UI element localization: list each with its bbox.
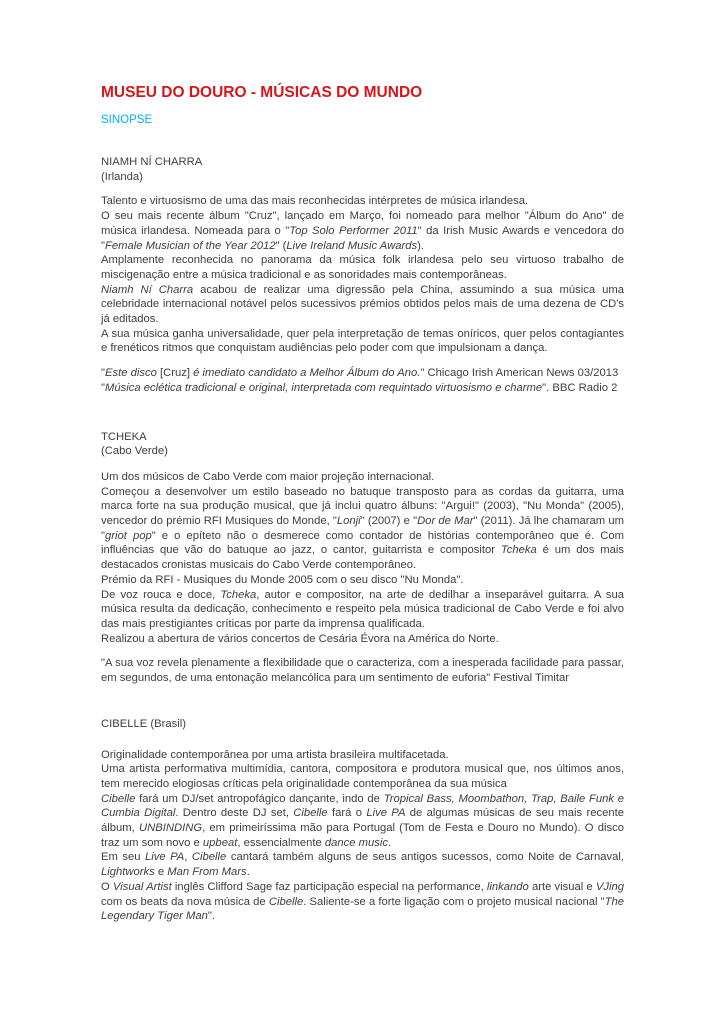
text-run: de algumas músicas de seu mais recente álbum,	[101, 807, 624, 835]
text-run: Amplamente reconhecida no panorama da música folk irlandesa pelo seu virtuoso trabalho de miscigenação entre a música tradicional e as sonoridades mais contemporâneas.	[101, 254, 624, 281]
paragraph	[101, 748, 624, 763]
text-run: "A sua voz revela plenamente a flexibilidade que o caracteriza, com a inesperada facilidade para passar, em segundos, de uma entonação melancólica para um sentimento de euforia" Festival Timitar	[101, 657, 624, 685]
text-run: " (2011). Já lhe chamaram um "	[101, 515, 624, 542]
text-run: [Cruz]	[156, 367, 194, 380]
paragraph	[101, 253, 624, 282]
italic-text-run: Live PA	[366, 807, 406, 820]
spacer	[101, 459, 624, 470]
italic-text-run: Tcheka	[220, 588, 257, 601]
text-run: "	[101, 367, 105, 380]
text-run: Talento e virtuosismo de uma das mais reconhecidas intérpretes de música irlandesa.	[101, 195, 529, 208]
artist-heading-niamh-ni-charra	[101, 155, 624, 184]
italic-text-run: Tropical Bass, Moombathon, Trap, Baile Funk e Cumbia Digital	[101, 792, 624, 820]
document-body	[101, 155, 624, 924]
paragraph	[101, 485, 624, 573]
paragraph	[101, 792, 624, 851]
document-header	[101, 84, 624, 128]
italic-text-run: Top Solo Performer 2011	[289, 224, 418, 237]
text-run: " Chicago Irish American News 03/2013	[420, 367, 619, 380]
italic-text-run: Man From Mars	[167, 866, 247, 879]
text-run: Originalidade contemporânea por uma artista brasileira multifacetada.	[101, 748, 449, 761]
italic-text-run: VJing	[595, 880, 624, 893]
artist-heading-cibelle	[101, 717, 624, 732]
text-run: fará o	[327, 807, 367, 820]
text-run: e	[154, 866, 168, 879]
italic-text-run: UNBINDING	[138, 822, 203, 835]
text-run: ". BBC Radio 2	[542, 381, 618, 394]
text-run: ".	[207, 910, 215, 923]
text-run: , essencialmente	[237, 836, 325, 849]
italic-text-run: Este disco	[105, 367, 157, 380]
text-run: " (	[275, 239, 287, 252]
text-run: , autor e compositor, na arte de dedilhar a inseparável guitarra. A sua música resulta da dedicação, conhecimento e respeito pela música tradicional de Cabo Verde e foi alvo das mais prestigiantes críticas por parte da imprensa qualificada.	[101, 588, 624, 630]
italic-text-run: Lightworks	[101, 866, 155, 879]
text-run: inglês Clifford Sage faz participação especial na performance,	[171, 880, 487, 893]
text-run: cantará também alguns de seus antigos sucessos, como Noite de Carnaval,	[226, 851, 624, 864]
italic-text-run: é imediato candidato a Melhor Álbum do Ano.	[193, 367, 421, 380]
text-run: " (2007) e "	[360, 515, 418, 528]
text-run: , em primeiríssima mão para Portugal (Tom de Festa e Douro no Mundo). O disco traz um som novo e	[101, 822, 624, 849]
text-run: Um dos músicos de Cabo Verde com maior projeção internacional.	[101, 470, 435, 483]
press-quote	[101, 381, 624, 396]
text-run: acabou de realizar uma digressão pela China, assumindo a sua música uma celebridade internacional notável pelos sucessivos prémios obtidos pelos mais de uma dezena de CD's já editados.	[101, 283, 624, 326]
text-run: Em seu	[101, 851, 145, 864]
italic-text-run: Live Ireland Music Awards	[286, 239, 418, 252]
italic-text-run: linkando	[486, 880, 529, 893]
italic-text-run: The Legendary Tiger Man	[101, 895, 625, 923]
spacer	[101, 686, 624, 717]
spacer	[101, 356, 624, 366]
paragraph	[101, 762, 624, 791]
heading-line: CIBELLE (Brasil)	[101, 717, 187, 730]
text-run: " da Irish Music Awards e vencedora do "	[101, 224, 624, 252]
italic-text-run: Cibelle	[101, 792, 136, 805]
text-run: é um dos mais destacados cronistas musicais do Cabo Verde contemporâneo.	[101, 544, 624, 572]
spacer	[101, 646, 624, 656]
artist-heading-tcheka	[101, 430, 624, 459]
text-run: arte visual e	[528, 880, 596, 893]
paragraph	[101, 470, 624, 485]
paragraph	[101, 209, 624, 253]
paragraph	[101, 880, 624, 924]
text-run: .	[388, 836, 392, 849]
heading-line: (Cabo Verde)	[101, 445, 168, 458]
paragraph	[101, 327, 624, 356]
heading-line: TCHEKA	[101, 430, 147, 443]
document-title: MUSEU DO DOURO - MÚSICAS DO MUNDO	[101, 84, 423, 101]
text-run: Uma artista performativa multimídia, cantora, compositora e produtora musical que, nos últimos anos, tem merecido elogiosas críticas pela originalidade contemporânea da sua música	[101, 763, 624, 790]
text-run: Prémio da RFI - Musiques du Monde 2005 com o seu disco "Nu Monda".	[101, 573, 464, 586]
text-run: A sua música ganha universalidade, quer pela interpretação de temas oníricos, quer pelos contagiantes e frenéticos ritmos que conquistam audiências pelo poder com que impulsionam a dança.	[101, 327, 624, 355]
italic-text-run: dance music	[324, 836, 389, 849]
italic-text-run: Cibelle	[191, 851, 227, 864]
text-run: . Dentro deste DJ set,	[175, 807, 294, 820]
italic-text-run: Dor de Mar	[417, 515, 474, 528]
spacer	[101, 732, 624, 748]
text-run: ).	[417, 239, 424, 252]
heading-line: NIAMH NÍ CHARRA	[101, 156, 203, 168]
heading-line: (Irlanda)	[101, 170, 143, 183]
spacer	[101, 184, 624, 194]
italic-text-run: Cibelle	[293, 807, 328, 820]
spacer	[101, 396, 624, 430]
text-run: O seu mais recente álbum "Cruz", lançado em Março, foi nomeado para melhor "Álbum do Ano" de música irlandesa. Nomeada para o "	[101, 210, 624, 237]
text-run: com os beats da nova música de	[101, 895, 269, 908]
italic-text-run: griot pop	[105, 529, 152, 542]
text-run: ,	[184, 851, 192, 864]
paragraph	[101, 194, 624, 209]
italic-text-run: Visual Artist	[112, 880, 172, 893]
italic-text-run: Tcheka	[500, 544, 537, 557]
paragraph	[101, 573, 624, 588]
italic-text-run: Cibelle	[268, 895, 304, 908]
paragraph	[101, 588, 624, 632]
italic-text-run: Live PA	[145, 851, 185, 864]
press-quote	[101, 656, 624, 685]
text-run: fará um DJ/set antropofágico dançante, indo de	[135, 792, 384, 805]
text-run: Começou a desenvolver um estilo baseado no batuque transposto para as cordas da guitarra, uma marca forte na sua produção musical, que já inclui quatro álbuns: "Argui!" (2003), "Nu Monda" (2005), vencedor do prémio RFI Musiques do Monde, "	[101, 485, 624, 528]
italic-text-run: upbeat	[202, 836, 238, 849]
document-subtitle: SINOPSE	[101, 114, 153, 126]
text-run: O	[101, 880, 113, 893]
text-run: Realizou a abertura de vários concertos de Cesária Évora na América do Norte.	[101, 632, 499, 645]
text-run: .	[246, 866, 250, 879]
italic-text-run: Lonji	[336, 515, 361, 528]
italic-text-run: Niamh Ní Charra	[101, 283, 194, 296]
paragraph	[101, 283, 624, 327]
press-quote	[101, 366, 624, 381]
text-run: " e o epíteto não o desmerece como contador de histórias contemporâneo que é. Com influências que vão do batuque ao jazz, o cantor, guitarrista e compositor	[101, 529, 624, 557]
text-run: . Saliente-se a forte ligação com o projeto musical nacional "	[303, 895, 605, 908]
italic-text-run: Female Musician of the Year 2012	[105, 239, 276, 252]
paragraph	[101, 850, 624, 879]
paragraph	[101, 632, 624, 647]
text-run: "	[101, 381, 105, 394]
italic-text-run: Música eclética tradicional e original, interpretada com requintado virtuosismo e charme	[105, 381, 543, 394]
text-run: De voz rouca e doce,	[101, 588, 221, 601]
